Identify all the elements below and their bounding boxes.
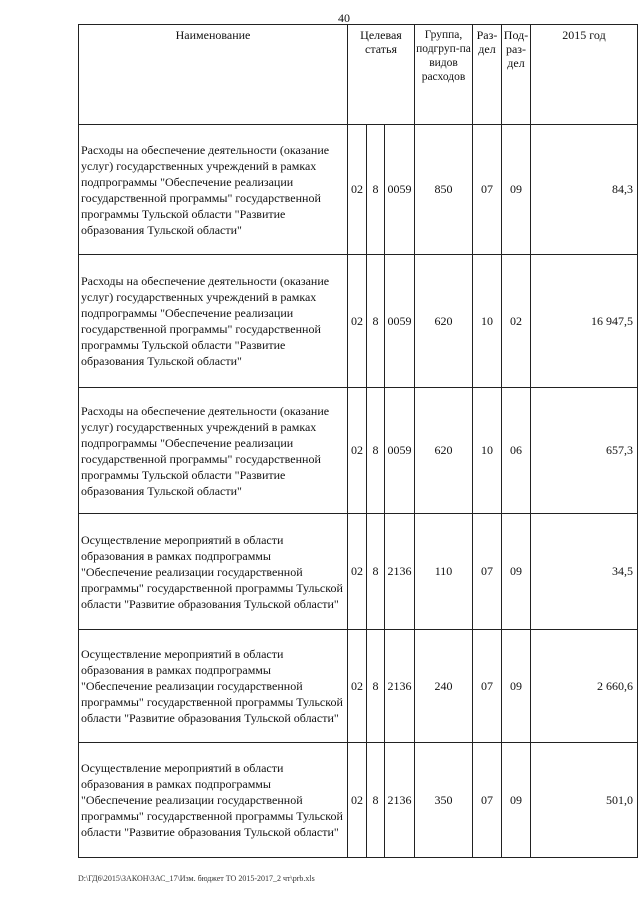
row-subsection: 09 xyxy=(502,514,531,630)
row-section: 10 xyxy=(473,388,502,514)
row-name: Осуществление мероприятий в области образования в рамках подпрограммы "Обеспечение реализации государственной программы" государственной программы Тульской области "Развитие образования Тульской области" xyxy=(79,514,348,630)
row-amount: 34,5 xyxy=(531,514,638,630)
row-code-3: 0059 xyxy=(385,388,415,514)
row-subsection: 02 xyxy=(502,255,531,388)
header-name: Наименование xyxy=(79,25,348,125)
row-section: 07 xyxy=(473,630,502,743)
row-name: Расходы на обеспечение деятельности (оказание услуг) государственных учреждений в рамках подпрограммы "Обеспечение реализации государственной программы" государственной программы Тульской области "Развитие образования Тульской области" xyxy=(79,388,348,514)
header-year: 2015 год xyxy=(531,25,638,125)
footer-file-path: D:\ГД6\2015\ЗАКОН\ЗАС_17\Изм. бюджет ТО 2015-2017_2 чт\prb.xls xyxy=(78,874,315,883)
row-amount: 657,3 xyxy=(531,388,638,514)
row-code-3: 2136 xyxy=(385,630,415,743)
header-subsection: Под-раз-дел xyxy=(502,25,531,125)
row-code-1: 02 xyxy=(348,388,367,514)
row-code-1: 02 xyxy=(348,125,367,255)
row-section: 07 xyxy=(473,743,502,858)
row-code-3: 0059 xyxy=(385,125,415,255)
row-code-2: 8 xyxy=(367,630,385,743)
header-expense-group: Группа, подгруп-па видов расходов xyxy=(415,25,473,125)
table-row xyxy=(79,743,638,858)
budget-table xyxy=(78,24,638,858)
row-expense-group: 240 xyxy=(415,630,473,743)
header-section: Раз-дел xyxy=(473,25,502,125)
row-expense-group: 850 xyxy=(415,125,473,255)
table-row xyxy=(79,514,638,630)
row-amount: 501,0 xyxy=(531,743,638,858)
row-code-1: 02 xyxy=(348,255,367,388)
row-code-3: 2136 xyxy=(385,743,415,858)
row-subsection: 09 xyxy=(502,125,531,255)
row-name: Расходы на обеспечение деятельности (оказание услуг) государственных учреждений в рамках подпрограммы "Обеспечение реализации государственной программы" государственной программы Тульской области "Развитие образования Тульской области" xyxy=(79,125,348,255)
row-name: Расходы на обеспечение деятельности (оказание услуг) государственных учреждений в рамках подпрограммы "Обеспечение реализации государственной программы" государственной программы Тульской области "Развитие образования Тульской области" xyxy=(79,255,348,388)
row-code-2: 8 xyxy=(367,388,385,514)
row-code-2: 8 xyxy=(367,743,385,858)
row-amount: 84,3 xyxy=(531,125,638,255)
row-code-3: 2136 xyxy=(385,514,415,630)
table-row xyxy=(79,388,638,514)
row-expense-group: 350 xyxy=(415,743,473,858)
row-amount: 2 660,6 xyxy=(531,630,638,743)
row-subsection: 06 xyxy=(502,388,531,514)
table-row xyxy=(79,125,638,255)
row-expense-group: 110 xyxy=(415,514,473,630)
row-expense-group: 620 xyxy=(415,255,473,388)
header-target-article: Целевая статья xyxy=(348,25,415,125)
header-row xyxy=(79,25,638,125)
row-section: 10 xyxy=(473,255,502,388)
row-code-2: 8 xyxy=(367,255,385,388)
row-name: Осуществление мероприятий в области образования в рамках подпрограммы "Обеспечение реализации государственной программы" государственной программы Тульской области "Развитие образования Тульской области" xyxy=(79,630,348,743)
row-code-2: 8 xyxy=(367,125,385,255)
row-code-1: 02 xyxy=(348,630,367,743)
row-code-2: 8 xyxy=(367,514,385,630)
row-code-1: 02 xyxy=(348,514,367,630)
row-section: 07 xyxy=(473,514,502,630)
row-expense-group: 620 xyxy=(415,388,473,514)
page-number: 40 xyxy=(338,11,350,25)
table-row xyxy=(79,255,638,388)
row-subsection: 09 xyxy=(502,630,531,743)
row-section: 07 xyxy=(473,125,502,255)
table-row xyxy=(79,630,638,743)
row-amount: 16 947,5 xyxy=(531,255,638,388)
row-code-1: 02 xyxy=(348,743,367,858)
row-subsection: 09 xyxy=(502,743,531,858)
row-name: Осуществление мероприятий в области образования в рамках подпрограммы "Обеспечение реализации государственной программы" государственной программы Тульской области "Развитие образования Тульской области" xyxy=(79,743,348,858)
row-code-3: 0059 xyxy=(385,255,415,388)
